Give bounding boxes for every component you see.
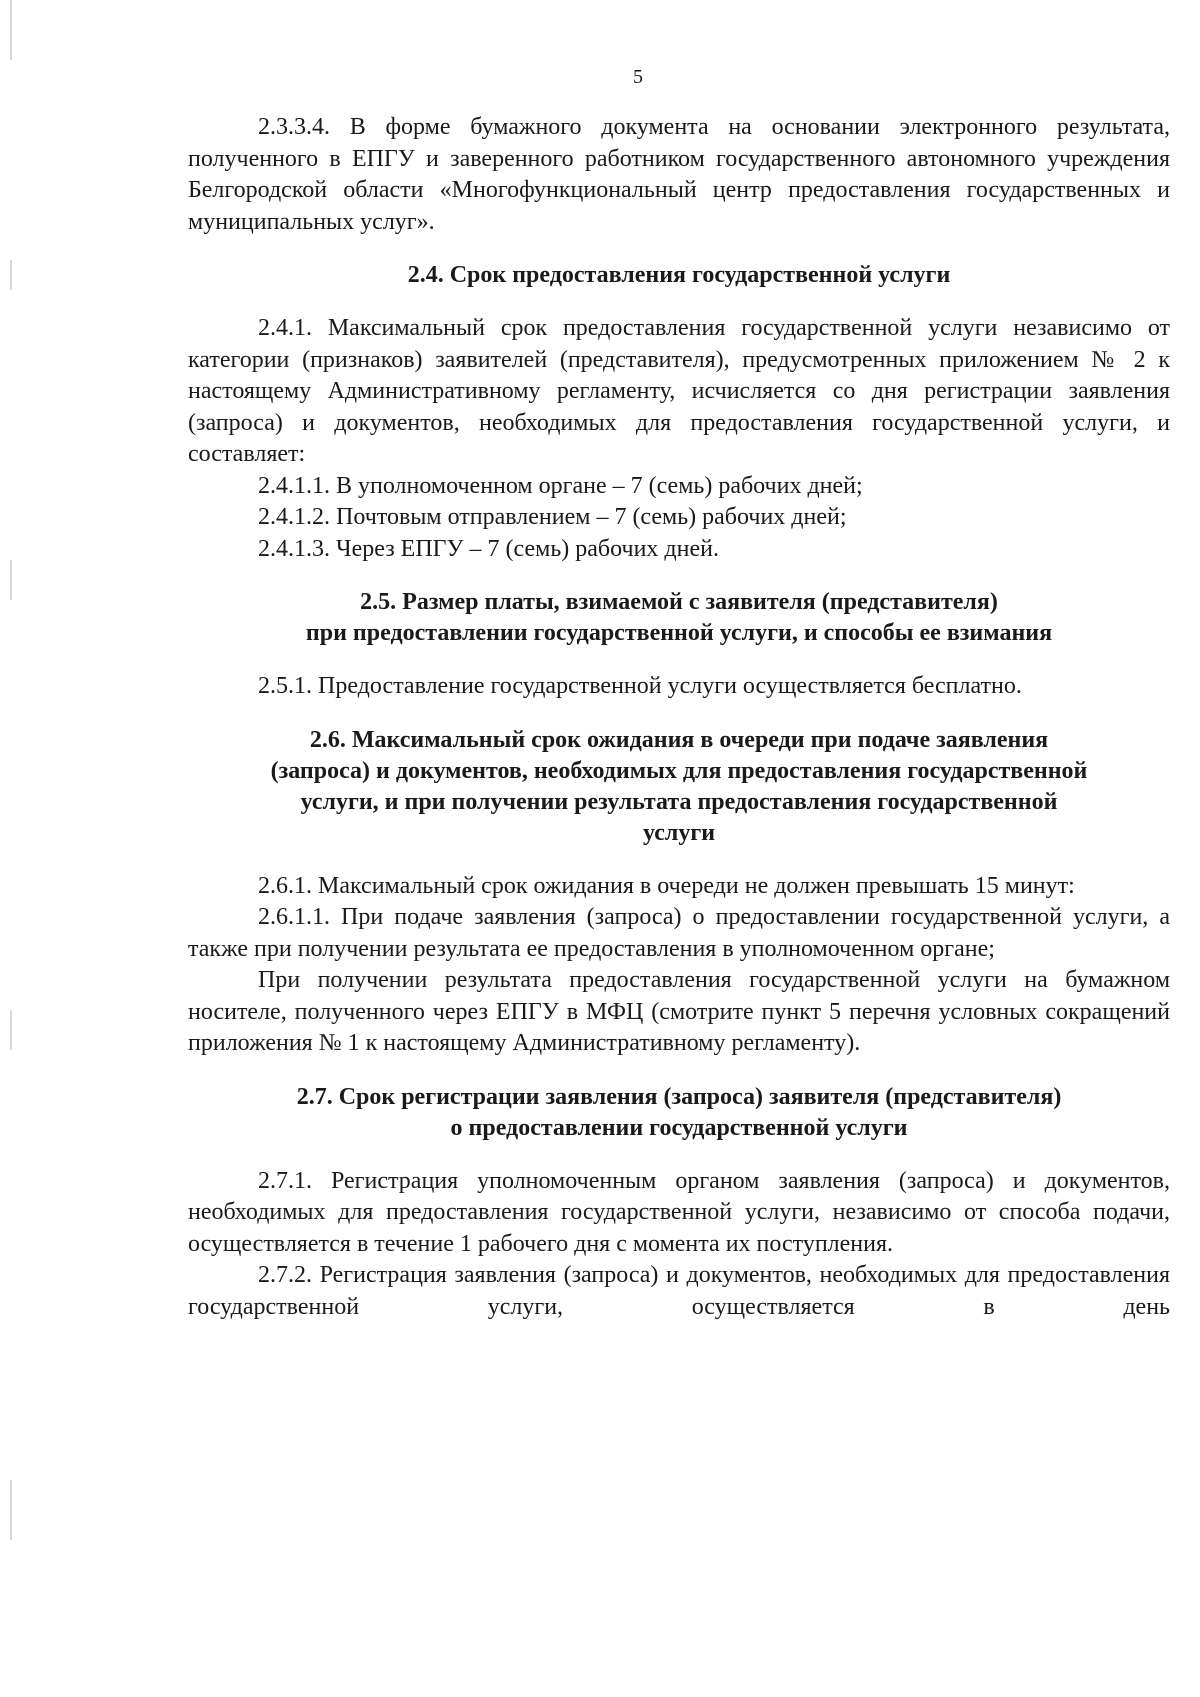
- section-heading-2-7: [188, 1082, 1170, 1144]
- heading-line: (запроса) и документов, необходимых для предоставления государственной: [270, 757, 1088, 784]
- scan-edge-mark: [10, 1480, 12, 1540]
- heading-line: при предоставлении государственной услуги, и способы ее взимания: [305, 620, 1053, 646]
- scan-edge-mark: [10, 260, 12, 290]
- heading-line: о предоставлении государственной услуги: [450, 1114, 908, 1141]
- scan-edge-mark: [10, 1010, 12, 1050]
- paragraph-2-4-1: 2.4.1. Максимальный срок предоставления государственной услуги независимо от категории (признаков) заявителей (представителя), предусмотренных приложением № 2 к настоящему Административному регламенту, исчисляется со дня регистрации заявления (запроса) и документов, необходимых для предоставления государственной услуги, и составляет:: [188, 315, 1170, 467]
- heading-line: услуги: [642, 819, 716, 846]
- heading-line: 2.6. Максимальный срок ожидания в очереди при подаче заявления: [309, 726, 1049, 753]
- paragraph-2-3-3-4: 2.3.3.4. В форме бумажного документа на основании электронного результата, полученного в ЕПГУ и заверенного работником государственного автономного учреждения Белгородской области «Многофункциональный центр предоставления государственных и муниципальных услуг».: [188, 114, 1170, 235]
- paragraph-2-6-1-1: 2.6.1.1. При подаче заявления (запроса) о предоставлении государственной услуги, а также при получении результата ее предоставления в уполномоченном органе;: [188, 904, 1170, 962]
- section-heading-2-6: [188, 725, 1170, 849]
- heading-line: 2.7. Срок регистрации заявления (запроса) заявителя (представителя): [296, 1083, 1062, 1110]
- heading-line: 2.4. Срок предоставления государственной услуги: [407, 262, 951, 288]
- paragraph-2-7-1: 2.7.1. Регистрация уполномоченным органом заявления (запроса) и документов, необходимых для предоставления государственной услуги, независимо от способа подачи, осуществляется в течение 1 рабочего дня с момента их поступления.: [188, 1167, 1170, 1257]
- scan-edge-mark: [10, 560, 12, 600]
- paragraph-2-4-1-1: 2.4.1.1. В уполномоченном органе – 7 (семь) рабочих дней;: [258, 472, 863, 499]
- page-number: 5: [633, 66, 643, 88]
- document-body: [188, 112, 1170, 1323]
- section-heading-2-4: [188, 260, 1170, 291]
- paragraph-2-4-1-3: 2.4.1.3. Через ЕПГУ – 7 (семь) рабочих дней.: [258, 535, 719, 562]
- scan-edge-mark: [10, 0, 12, 60]
- paragraph-2-6-1-extra: При получении результата предоставления государственной услуги на бумажном носителе, полученного через ЕПГУ в МФЦ (смотрите пункт 5 перечня условных сокращений приложения № 1 к настоящему Административному регламенту).: [188, 967, 1170, 1056]
- section-heading-2-5: [188, 587, 1170, 649]
- paragraph-2-7-2: 2.7.2. Регистрация заявления (запроса) и документов, необходимых для предоставления государственной услуги, осуществляется в день: [188, 1262, 1170, 1320]
- paragraph-2-4-1-2: 2.4.1.2. Почтовым отправлением – 7 (семь) рабочих дней;: [258, 504, 847, 530]
- heading-line: услуги, и при получении результата предоставления государственной: [300, 788, 1058, 815]
- paragraph-2-5-1: 2.5.1. Предоставление государственной услуги осуществляется бесплатно.: [258, 673, 1022, 699]
- heading-line: 2.5. Размер платы, взимаемой с заявителя (представителя): [360, 589, 998, 615]
- paragraph-2-6-1: 2.6.1. Максимальный срок ожидания в очереди не должен превышать 15 минут:: [258, 872, 1075, 899]
